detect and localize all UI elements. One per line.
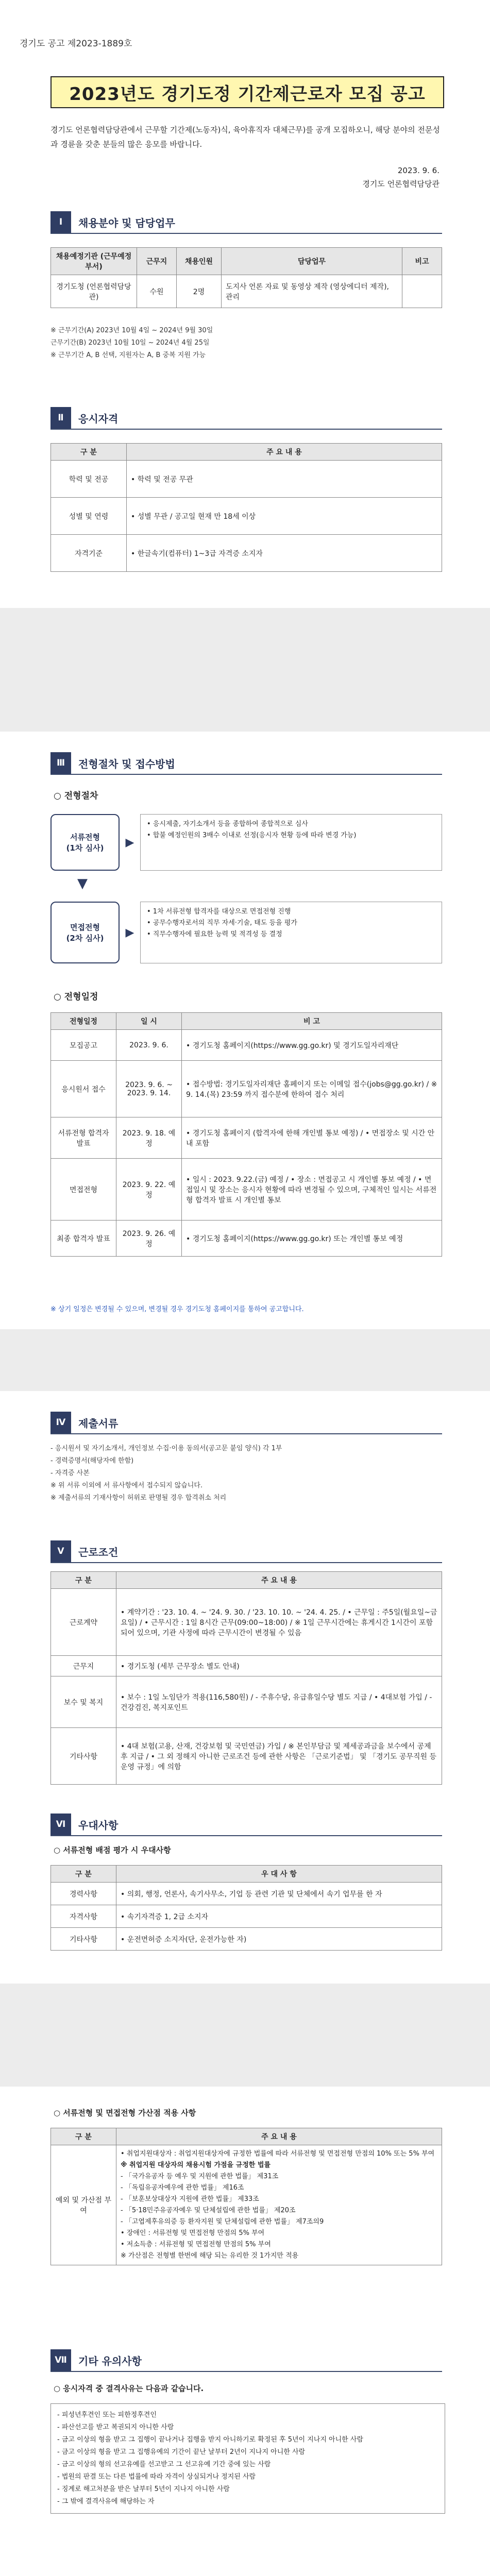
list-item: - 징계로 해고처분을 받은 날부터 5년이 지나지 아니한 사람 (57, 2485, 230, 2493)
stage-desc (140, 814, 442, 871)
stage-item: • 응시제출, 자기소개서 등을 종합하여 종합적으로 심사 (147, 820, 308, 828)
recruit-table (50, 247, 442, 308)
section-number: Ⅱ (50, 407, 71, 429)
table-cell: 기타사항 (51, 1928, 116, 1951)
table-cell: • 성별 무관 / 공고일 현재 만 18세 이상 (127, 498, 442, 535)
table-cell: 2023. 9. 6. ~ 2023. 9. 14. (116, 1061, 182, 1117)
table-cell: • 운전면허증 소지자(단, 운전가능한 자) (116, 1928, 442, 1951)
table-cell: 근무지 (51, 1656, 116, 1676)
section-number: Ⅰ (50, 211, 71, 233)
table-header: 구 분 (51, 1572, 116, 1589)
list-item: ※ 위 서류 이외에 서 류사항에서 접수되지 않습니다. (50, 1482, 203, 1489)
table-cell: 예외 및 가산점 부여 (51, 2145, 116, 2265)
list-item: - 자격증 사본 (50, 1469, 90, 1477)
list-item: - 금고 이상의 형을 받고 그 집행유예의 기간이 끝난 날부터 2년이 지나지 아니한 사람 (57, 2448, 306, 2456)
notice-number: 경기도 공고 제2023-1889호 (20, 39, 132, 49)
list-item: - 「5·18민주유공자예우 및 단체설립에 관한 법률」 제20조 (121, 2207, 296, 2214)
list-item: - 「국가유공자 등 예우 및 지원에 관한 법률」 제31조 (121, 2173, 279, 2180)
table-cell: 응시원서 접수 (51, 1061, 116, 1117)
table-cell: 2023. 9. 6. (116, 1030, 182, 1061)
table-cell: • 의회, 행정, 언론사, 속기사무소, 기업 등 관련 기관 및 단체에서 속기 업무를 한 자 (116, 1883, 442, 1905)
stage-item: • 직무수행자에 필요한 능력 및 적격성 등 결정 (147, 930, 282, 938)
stage-item: • 합불 예정인원의 3배수 이내로 선정(응시자 현황 등에 따라 변경 가능) (147, 832, 357, 839)
stage-tag (50, 902, 120, 963)
table-header: 비 고 (182, 1013, 442, 1030)
table-cell: • 경기도청 (세부 근무장소 별도 안내) (116, 1656, 442, 1676)
table-cell: • 경기도청 홈페이지(https://www.gg.go.kr) 또는 개인별 통보 예정 (182, 1221, 442, 1257)
schedule-table (50, 1012, 442, 1257)
stage-sub: (1차 심사) (66, 843, 104, 853)
stage-name: 서류전형 (70, 833, 100, 842)
note-line: 근무기간(B) 2023년 10월 10일 ~ 2024년 4월 25일 (50, 339, 210, 347)
table-cell: 자격사항 (51, 1905, 116, 1928)
table-cell: • 4대 보험(고용, 산재, 건강보험 및 국민연금) 가입 / ※ 본인부담금 및 제세공과금을 보수에서 공제 후 지급 / • 그 외 정해지 아니한 근로조건 등에 관한 사항은 「근로기준법」 및 「경기도 공무직원 등 운영 규정」에 의함 (116, 1728, 442, 1785)
list-item: ※ 취업지원 대상자의 채용시험 가점을 규정한 법률 (121, 2161, 271, 2169)
list-item: - 금고 이상의 형을 받고 그 집행이 끝나거나 집행을 받지 아니하기로 확정된 후 5년이 지나지 아니한 사람 (57, 2436, 363, 2444)
note-line: ※ 근무기간 A, B 선택, 지원자는 A, B 중복 지원 가능 (50, 351, 206, 359)
table-header: 일 시 (116, 1013, 182, 1030)
stage-item: • 1차 서류전형 합격자를 대상으로 면접전형 진행 (147, 908, 291, 916)
table-cell: 최종 합격자 발표 (51, 1221, 116, 1257)
signature (362, 164, 440, 191)
section-number: Ⅵ (50, 1814, 71, 1835)
section-number: Ⅴ (50, 1540, 71, 1562)
table-cell: 성별 및 연령 (51, 498, 127, 535)
section-header-6 (50, 1814, 442, 1836)
list-item: - 파산선고를 받고 복권되지 아니한 사람 (57, 2424, 174, 2431)
conditions-table (50, 1571, 442, 1785)
section-header-7 (50, 2349, 442, 2372)
arrow-right-icon: ▶ (125, 836, 134, 849)
section-number: Ⅲ (50, 752, 71, 774)
section-label: 제출서류 (78, 1417, 119, 1430)
table-header: 비고 (402, 248, 442, 275)
subheading: ○ 서류전형 및 면접전형 가산점 적용 사항 (54, 2108, 196, 2117)
note-line: ※ 근무기간(A) 2023년 10월 4일 ~ 2024년 9월 30일 (50, 327, 213, 334)
table-header: 주 요 내 용 (127, 444, 442, 461)
flow-stage-1 (50, 814, 442, 871)
flow-stage-2 (50, 902, 442, 963)
section-label: 응시자격 (78, 412, 119, 425)
subheading: ○ 서류전형 배점 평가 시 우대사항 (54, 1845, 171, 1855)
table-cell: • 접수방법: 경기도일자리재단 홈페이지 또는 이메일 접수(jobs@gg.go.kr) / ※ 9. 14.(목) 23:59 까지 접수분에 한하여 접수 처리 (182, 1061, 442, 1117)
intro-text: 경기도 언론협력담당관에서 근무할 기간제(노동자)식, 육아휴직자 대체근무)를 공개 모집하오니, 해당 분야의 전문성과 경륜을 갖춘 분들의 많은 응모를 바랍니다. (50, 125, 440, 149)
list-item: - 그 밖에 결격사유에 해당하는 자 (57, 2498, 155, 2505)
section-label: 우대사항 (78, 1819, 119, 1832)
list-item: - 「고엽제후유의증 등 환자지원 및 단체설립에 관한 법률」 제7조의9 (121, 2218, 324, 2226)
table-cell: 근로계약 (51, 1589, 116, 1656)
list-item: • 저소득층 : 서류전형 및 면접전형 만점의 5% 부여 (121, 2241, 271, 2248)
list-item: ※ 가산점은 전형별 한번에 해당 되는 유리한 것 1가지만 적용 (121, 2252, 299, 2260)
page-break (0, 1329, 490, 1391)
list-item: - 「보훈보상대상자 지원에 관한 법률」 제33조 (121, 2195, 259, 2203)
table-header: 채용예정기관 (근무예정부서) (51, 248, 137, 275)
list-item: - 경력증명서(해당자에 한함) (50, 1457, 134, 1465)
page-break (0, 608, 490, 732)
submission-list (50, 1443, 442, 1504)
table-cell: 서류전형 합격자 발표 (51, 1117, 116, 1159)
stage-desc (140, 902, 442, 963)
section-header-3 (50, 752, 442, 775)
stage-tag (50, 814, 120, 871)
table-cell: • 학력 및 전공 무관 (127, 461, 442, 498)
section-label: 전형절차 및 접수방법 (78, 757, 175, 770)
list-item: - 금고 이상의 형의 선고유예를 선고받고 그 선고유예 기간 중에 있는 사람 (57, 2461, 271, 2468)
list-item: - 피성년후견인 또는 피한정후견인 (57, 2411, 157, 2419)
stage-item: • 공무수행자로서의 직무 자세·기술, 태도 등을 평가 (147, 919, 297, 927)
table-cell: 경력사항 (51, 1883, 116, 1905)
table-cell: 2023. 9. 26. 예정 (116, 1221, 182, 1257)
table-header: 구 분 (51, 1866, 116, 1883)
list-item: ※ 제출서류의 기재사항이 허위로 판명될 경우 합격취소 처리 (50, 1494, 227, 1502)
table-cell: 수원 (137, 275, 177, 308)
table-cell (116, 2145, 442, 2265)
table-cell: 학력 및 전공 (51, 461, 127, 498)
table-cell: 보수 및 복지 (51, 1676, 116, 1728)
table-header: 주 요 내 용 (116, 1572, 442, 1589)
list-item: - 응시원서 및 자기소개서, 개인정보 수집·이용 동의서(공고문 붙임 양식) 각 1부 (50, 1445, 282, 1452)
table-header: 채용인원 (177, 248, 222, 275)
list-item: - 법원의 판결 또는 다른 법률에 따라 자격이 상실되거나 정지된 사람 (57, 2473, 256, 2481)
table-cell: 경기도청 (언론협력담당관) (51, 275, 137, 308)
subheading: ○ 응시자격 중 결격사유는 다음과 같습니다. (54, 2384, 204, 2393)
table-cell: • 경기도청 홈페이지(https://www.gg.go.kr) 및 경기도일자리재단 (182, 1030, 442, 1061)
table-cell (402, 275, 442, 308)
table-cell: • 속기자격증 1, 2급 소지자 (116, 1905, 442, 1928)
table-header: 담당업무 (222, 248, 402, 275)
table-cell: • 경기도청 홈페이지 (합격자에 한해 개인별 통보 예정) / • 면접장소 및 시간 안내 포함 (182, 1117, 442, 1159)
table-cell: 기타사항 (51, 1728, 116, 1785)
section-header-2 (50, 407, 442, 430)
table-cell: 2023. 9. 22. 예정 (116, 1159, 182, 1221)
table-header: 전형일정 (51, 1013, 116, 1030)
signature-org: 경기도 언론협력담당관 (362, 179, 440, 189)
table-header: 주 요 내 용 (116, 2128, 442, 2145)
section-header-5 (50, 1540, 442, 1563)
table-cell: 2023. 9. 18. 예정 (116, 1117, 182, 1159)
recruit-notes (50, 325, 442, 362)
table-cell: • 한글속기(컴퓨터) 1~3급 자격증 소지자 (127, 535, 442, 572)
table-cell: 면접전형 (51, 1159, 116, 1221)
table-header: 구 분 (51, 2128, 116, 2145)
list-item: - 「독립유공자예우에 관한 법률」 제16조 (121, 2184, 244, 2192)
qualification-table (50, 443, 442, 572)
section-label: 근로조건 (78, 1546, 119, 1558)
stage-sub: (2차 심사) (66, 934, 104, 943)
table-header: 근무지 (137, 248, 177, 275)
section-label: 기타 유의사항 (78, 2354, 142, 2367)
section-number: Ⅳ (50, 1412, 71, 1433)
arrow-down-icon: ▼ (77, 876, 88, 891)
table-cell: 도지사 언론 자료 및 동영상 제작 (영상에디터 제작), 관리 (222, 275, 402, 308)
section-label: 채용분야 및 담당업무 (78, 216, 175, 229)
bonus-table (50, 2128, 442, 2265)
disqualification-box (50, 2403, 445, 2514)
table-cell: • 보수 : 1일 노임단가 적용(116,580원) / - 주휴수당, 유급휴일수당 별도 지급 / • 4대보험 가입 / - 건강검진, 복지포인트 (116, 1676, 442, 1728)
table-cell: • 일시 : 2023. 9.22.(금) 예정 / • 장소 : 면접공고 시 개인별 통보 예정 / • 면접일시 및 장소는 응시자 현황에 따라 변경될 수 있으며, 구체적인 일시는 서류전형 합격자 발표 시 개인별 통보 (182, 1159, 442, 1221)
arrow-right-icon: ▶ (125, 926, 134, 939)
page-title: 2023년도 경기도정 기간제근로자 모집 공고 (50, 76, 444, 108)
table-cell: 2명 (177, 275, 222, 308)
preference-table (50, 1865, 442, 1951)
table-header: 구 분 (51, 444, 127, 461)
table-cell: 모집공고 (51, 1030, 116, 1061)
subheading: ○ 전형절차 (54, 791, 98, 801)
page-break (0, 1984, 490, 2087)
section-number: Ⅶ (50, 2349, 71, 2371)
signature-date: 2023. 9. 6. (397, 166, 440, 175)
section-header-1 (50, 211, 442, 234)
table-cell: 자격기준 (51, 535, 127, 572)
table-cell: • 계약기간 : '23. 10. 4. ~ '24. 9. 30. / '23. 10. 10. ~ '24. 4. 25. / • 근무일 : 주5일(월요일~금요일) / • 근무시간 : 1일 8시간 근무(09:00~18:00) / ※ 1일 근무시간에는 휴게시간 1시간이 포함되어 있으며, 기관 사정에 따라 근무시간이 변경될 수 있음 (116, 1589, 442, 1656)
subheading: ○ 전형일정 (54, 992, 98, 1002)
section-header-4 (50, 1412, 442, 1434)
list-item: • 취업지원대상자 : 취업지원대상자에 규정한 법률에 따라 서류전형 및 면접전형 만점의 10% 또는 5% 부여 (121, 2150, 435, 2158)
list-item: • 장애인 : 서류전형 및 면접전형 만점의 5% 부여 (121, 2229, 265, 2237)
stage-name: 면접전형 (70, 923, 100, 932)
table-header: 우 대 사 항 (116, 1866, 442, 1883)
schedule-note: ※ 상기 일정은 변경될 수 있으며, 변경될 경우 경기도청 홈페이지를 통하여 공고합니다. (50, 1306, 304, 1313)
